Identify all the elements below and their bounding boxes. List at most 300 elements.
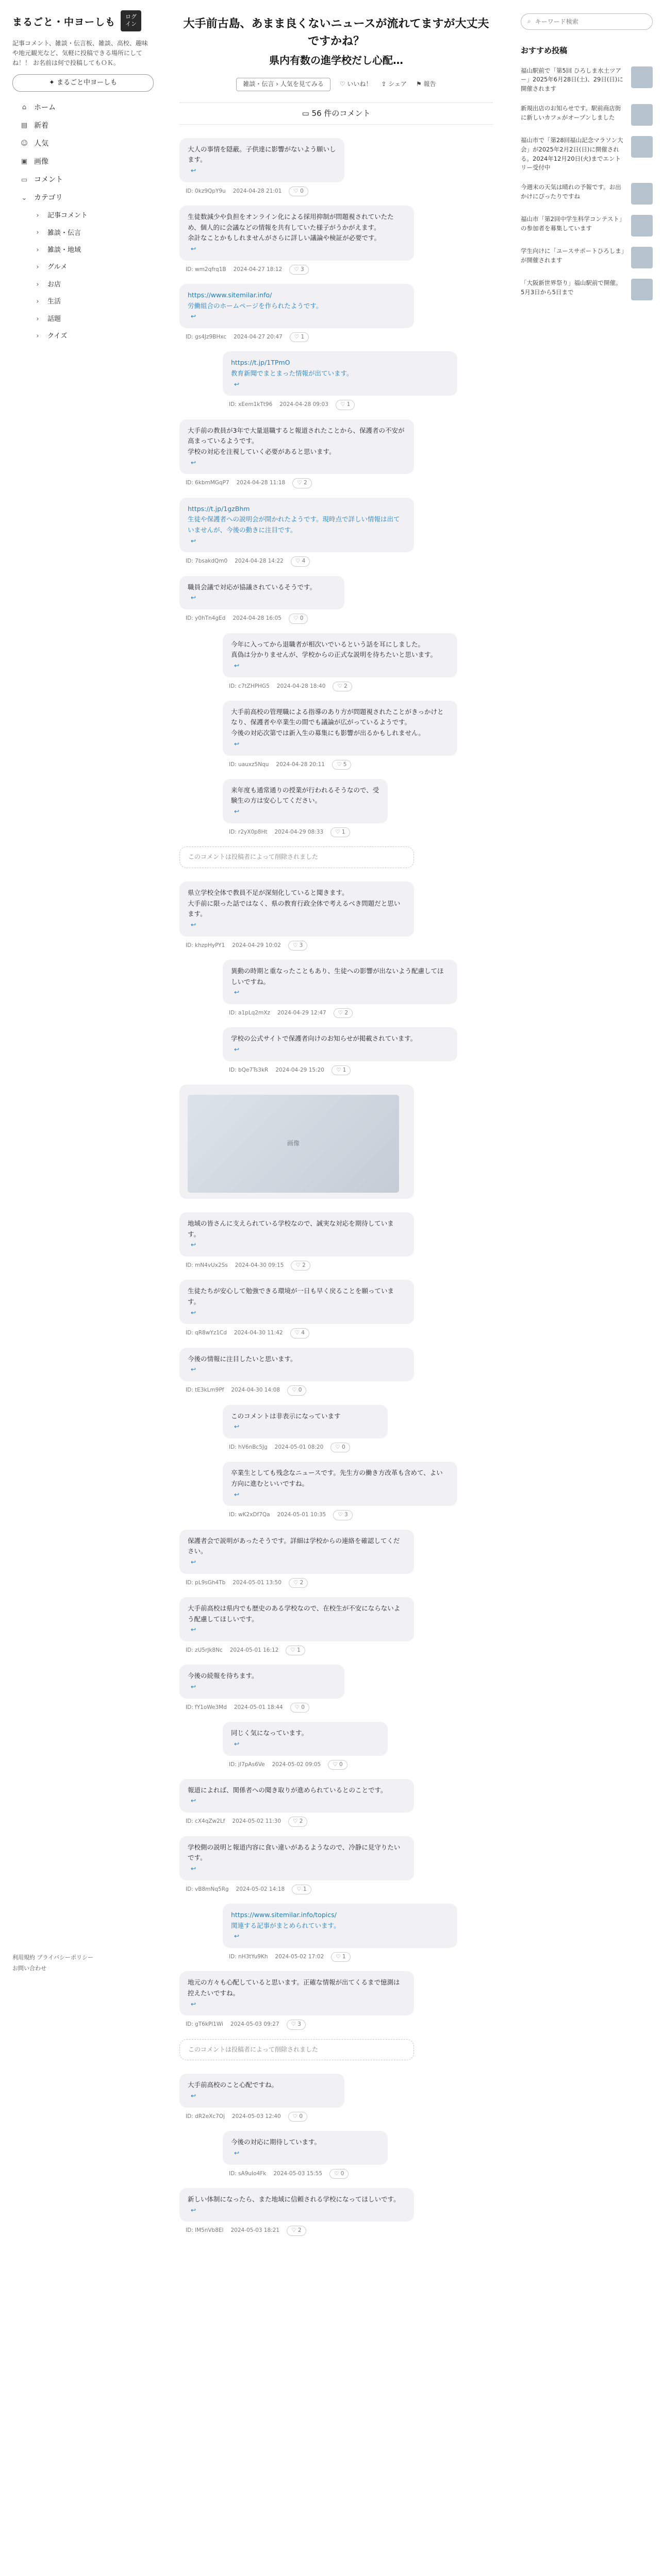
comment-like-count: 0 [298, 1387, 302, 1394]
nav-item[interactable] [12, 276, 154, 293]
reply-icon[interactable]: ↩ [191, 537, 196, 545]
person-icon: ☺ [21, 140, 28, 148]
reply-icon[interactable]: ↩ [191, 2000, 196, 2008]
comment-like-count: 1 [346, 401, 351, 408]
nav-item-label: カテゴリ [34, 194, 63, 202]
recommended-item-text: 福山駅前で「第5回 ひろしま水土ツアー」2025年6月28日(土)、29日(日)に開催されます [521, 66, 623, 93]
recommended-item[interactable] [521, 104, 653, 126]
comment-date: 2024-04-28 16:05 [233, 615, 282, 622]
comment-like-button[interactable] [332, 760, 351, 770]
reply-icon[interactable]: ↩ [234, 740, 240, 748]
comment-author-id: ID: dR2eXc7Oj [186, 2113, 225, 2120]
recommended-item-thumbnail [631, 247, 653, 268]
right-sidebar [506, 0, 662, 2576]
heart-icon: ♡ [290, 1647, 297, 1654]
comment-like-count: 5 [343, 761, 347, 768]
comment-date: 2024-05-01 10:35 [277, 1512, 326, 1518]
comment-meta [186, 265, 493, 275]
search-box[interactable] [521, 13, 653, 30]
reply-icon[interactable]: ↩ [191, 1865, 196, 1872]
nav-item[interactable] [12, 259, 154, 276]
comment-like-count: 0 [339, 1761, 343, 1768]
comment-date: 2024-04-28 18:40 [276, 683, 326, 689]
nav-item[interactable] [12, 293, 154, 310]
comment-meta [229, 1510, 493, 1520]
comment-meta [186, 1261, 493, 1270]
comment-body: 地域の皆さんに支えられている学校なので、誠実な対応を期待しています。 [188, 1219, 394, 1238]
share-label: シェア [388, 80, 407, 88]
article-title-line1: 大手前古島、あまま良くないニュースが流れてますが大丈夫ですかね？ [183, 18, 489, 48]
heart-icon: ♡ [338, 1010, 345, 1016]
nav-item[interactable] [12, 135, 154, 153]
comment-like-button[interactable] [287, 1385, 306, 1395]
comment-like-count: 3 [344, 1512, 348, 1518]
comment-date: 2024-05-02 14:18 [236, 1886, 285, 1892]
reply-icon[interactable]: ↩ [191, 2092, 196, 2100]
home-site-button[interactable] [12, 74, 154, 91]
comment-bubble [179, 2074, 344, 2107]
comment-author-id: ID: y0hTn4gEd [186, 615, 226, 622]
comment-meta [186, 941, 493, 951]
comment-like-button[interactable] [289, 1578, 308, 1588]
recommended-item[interactable] [521, 279, 653, 300]
comment-like-button[interactable] [287, 2226, 306, 2235]
comment-bubble [179, 1084, 414, 1199]
comment-author-id: ID: cX4qZw2Lf [186, 1818, 225, 1825]
comment-bubble [179, 882, 414, 937]
comment-author-id: ID: zU5rJk8Nc [186, 1647, 223, 1654]
comment-body[interactable]: https://t.jp/1TPmO 教育新聞でまとまった情報が出ています。 [231, 359, 353, 378]
nav-item[interactable] [12, 117, 154, 135]
comment-author-id: ID: pL9sGh4Tb [186, 1579, 226, 1586]
nav-item-label: 新着 [34, 121, 48, 130]
comment-bubble [179, 1530, 414, 1574]
comment-author-id: ID: bQe7Ts3kR [229, 1066, 269, 1073]
recommended-item-text: 「大阪新世界祭り」福山駅前で開催。5月3日から5日まで [521, 279, 622, 296]
comment-meta [186, 2226, 493, 2235]
comment-count-icon: ▭ [302, 108, 312, 118]
heart-icon: ♡ [295, 558, 302, 565]
comment-like-button[interactable] [286, 1646, 305, 1655]
comment-like-button[interactable] [288, 941, 307, 951]
comment-bubble [179, 1348, 414, 1381]
comment-author-id: ID: a1pLq2mXz [229, 1010, 270, 1016]
comment-bubble [179, 138, 344, 182]
recommended-item-text: 学生向けに「ユースサポートひろしま」が開催されます [521, 247, 624, 264]
heart-icon: ♡ [336, 1953, 342, 1960]
nav-list [12, 99, 154, 345]
search-input[interactable] [535, 18, 638, 25]
comment-bubble [179, 1779, 414, 1812]
heart-icon: ♡ [293, 1579, 300, 1586]
comment-body: このコメントは非表示になっています [231, 1412, 341, 1420]
recommended-item-thumbnail [631, 136, 653, 158]
comment-like-count: 1 [303, 1886, 307, 1892]
deleted-comment: このコメントは投稿者によって削除されました [179, 2039, 414, 2061]
comment-author-id: ID: r2yX0p8Ht [229, 828, 268, 835]
footer-terms-link[interactable]: 利用規約 プライバシーポリシー [12, 1954, 93, 1961]
reply-icon[interactable]: ↩ [191, 1683, 196, 1690]
comment-date: 2024-05-03 12:40 [232, 2113, 281, 2120]
chevron-right-icon: › [36, 229, 39, 237]
nav-item-label: クイズ [47, 332, 68, 341]
comment-like-count: 3 [297, 2021, 301, 2028]
reply-icon[interactable]: ↩ [234, 380, 240, 388]
comment-body: 大人の事情を隠蔽。子供達に影響がないよう願いします。 [188, 145, 336, 164]
site-description: 記事コメント、雑談・伝言板、雑談、高校、趣味や地元観光など、気軽に投稿できる場所にしてね！！ お名前は何で投稿してもＯＫ。 [12, 39, 148, 66]
comment-meta [229, 2169, 493, 2179]
comment-icon: ▭ [21, 176, 28, 184]
share-button[interactable] [381, 79, 407, 90]
comment-like-button[interactable] [287, 2020, 306, 2029]
comment-meta [186, 187, 493, 196]
comment-bubble [223, 960, 457, 1004]
comment-meta [186, 1578, 493, 1588]
comment-like-count: 2 [297, 2227, 302, 2234]
reply-icon[interactable]: ↩ [234, 662, 240, 669]
report-button[interactable] [416, 79, 436, 90]
comment-like-count: 2 [344, 1010, 349, 1016]
comment-date: 2024-05-01 16:12 [229, 1647, 279, 1654]
comment-meta [229, 1760, 493, 1770]
comment-meta [186, 614, 493, 623]
comment-like-count: 1 [301, 334, 305, 341]
recommended-item[interactable] [521, 215, 653, 236]
comment-bubble [223, 779, 388, 823]
comment-like-button[interactable] [290, 332, 309, 342]
comment-bubble [179, 2188, 414, 2222]
comment-like-button[interactable] [330, 827, 350, 837]
comment-body: 今後の対応に期待しています。 [231, 2138, 321, 2146]
comment-body: 来年度も通常通りの授業が行われるそうなので、受験生の方は安心してください。 [231, 786, 379, 805]
nav-item[interactable] [12, 328, 154, 345]
nav-item[interactable] [12, 207, 154, 224]
comment-date: 2024-04-29 12:47 [277, 1010, 326, 1016]
comment-like-button[interactable] [328, 1760, 347, 1770]
comment-date: 2024-04-28 11:18 [236, 480, 286, 486]
comment-meta [186, 1385, 493, 1395]
comment-count [179, 103, 493, 125]
heart-icon: ♡ [334, 2170, 341, 2177]
footer-links [12, 1953, 93, 1974]
heart-icon: ♡ [335, 828, 342, 835]
reply-icon[interactable]: ↩ [234, 1740, 240, 1748]
heart-icon: ♡ [292, 2113, 300, 2120]
comment-meta [229, 1008, 493, 1018]
like-label: いいね！ [347, 80, 372, 88]
footer-contact-link[interactable]: お問い合わせ [12, 1964, 46, 1972]
comment-body[interactable]: https://t.jp/1gzBhm 生徒や保護者への説明会が開かれたようです。現時点で詳しい情報は出ていませんが、今後の動きに注目です。 [188, 504, 400, 534]
comment-like-button[interactable] [291, 1261, 310, 1270]
heart-icon: ♡ [297, 480, 304, 486]
comment-meta [229, 827, 493, 837]
comment-bubble [223, 633, 457, 677]
comment-like-count: 2 [303, 480, 307, 486]
heart-icon: ♡ [337, 683, 344, 689]
comment-like-count: 2 [302, 1262, 306, 1269]
comment-like-button[interactable] [329, 2169, 349, 2179]
reply-icon[interactable]: ↩ [191, 1626, 196, 1634]
nav-item[interactable] [12, 189, 154, 207]
heart-icon: ♡ [291, 2021, 298, 2028]
comment-like-button[interactable] [292, 478, 311, 488]
nav-item-label: ホーム [34, 103, 56, 112]
comment-body: 大手前高校のこと心配ですね。 [188, 2081, 278, 2089]
comment-bubble [179, 576, 344, 609]
chevron-right-icon: › [36, 315, 39, 323]
reply-icon[interactable]: ↩ [191, 245, 196, 252]
nav-item[interactable] [12, 153, 154, 171]
login-button[interactable]: ログイン [121, 10, 141, 31]
comment-bubble [179, 1836, 414, 1880]
comment-meta [229, 1443, 493, 1452]
comment-date: 2024-04-30 09:15 [235, 1262, 284, 1269]
reply-icon[interactable]: ↩ [191, 1558, 196, 1566]
comment-like-button[interactable] [290, 1328, 309, 1338]
comment-meta [186, 556, 493, 566]
comment-date: 2024-04-28 20:11 [276, 761, 325, 768]
comment-bubble [223, 2131, 388, 2164]
comment-author-id: ID: nH3tYu9Kh [229, 1953, 268, 1960]
chevron-right-icon: › [36, 332, 39, 340]
comment-meta [229, 1065, 493, 1075]
nav-item-label: グルメ [47, 263, 68, 272]
comment-like-count: 3 [299, 942, 303, 948]
recommended-item[interactable] [521, 66, 653, 94]
left-sidebar [0, 0, 166, 2576]
reply-icon[interactable]: ↩ [191, 1241, 196, 1249]
comment-like-button[interactable] [333, 1510, 352, 1520]
category-link[interactable]: 雑談・伝言 › 人気を見てみる [236, 78, 330, 91]
comment-meta [229, 682, 493, 691]
comment-bubble [223, 1462, 457, 1506]
comment-like-button[interactable] [289, 265, 308, 275]
recommended-item-thumbnail [631, 66, 653, 88]
comment-like-count: 1 [342, 1066, 346, 1073]
reply-icon[interactable]: ↩ [191, 921, 196, 928]
comment-like-button[interactable] [288, 1817, 307, 1826]
comment-author-id: ID: hV6nBc5Jg [229, 1444, 268, 1450]
nav-item[interactable] [12, 171, 154, 189]
comment-like-button[interactable] [331, 1952, 350, 1962]
comment-body: 大手前の教員が3年で大量退職すると報道されたことから、保護者の不安が高まっているようです。 学校の対応を注視していく必要があると思います。 [188, 426, 405, 456]
comment-body: 生徒たちが安心して勉強できる環境が一日も早く戻ることを願っています。 [188, 1287, 394, 1306]
comment-bubble [179, 1971, 414, 2015]
comment-bubble [179, 419, 414, 474]
recommended-title: おすすめ投稿 [521, 45, 568, 55]
nav-item-label: コメント [34, 175, 63, 184]
comment-author-id: ID: 7bsakdQm0 [186, 558, 228, 565]
article-title-line2: 県内有数の進学校だし心配… [269, 54, 403, 67]
heart-icon: ♡ [291, 2227, 298, 2234]
nav-item-label: 雑談・伝言 [47, 229, 81, 237]
reply-icon[interactable]: ↩ [191, 313, 196, 320]
comment-like-button[interactable] [292, 1885, 311, 1894]
chevron-right-icon: › [36, 298, 39, 306]
comment-bubble [223, 1722, 388, 1755]
comment-author-id: ID: lM5nVb8El [186, 2227, 224, 2234]
comment-bubble [179, 498, 414, 553]
comment-date: 2024-05-03 15:55 [273, 2170, 322, 2177]
reply-icon[interactable]: ↩ [191, 459, 196, 466]
comment-body: 学校の公式サイトで保護者向けのお知らせが掲載されています。 [231, 1035, 417, 1043]
reply-icon[interactable]: ↩ [191, 1366, 196, 1374]
nav-item-label: 雑談・地域 [47, 246, 81, 255]
comment-meta [229, 1952, 493, 1962]
comment-like-count: 0 [300, 188, 304, 194]
reply-icon[interactable]: ↩ [191, 1309, 196, 1316]
comment-body: 報道によれば、関係者への聞き取りが進められているとのことです。 [188, 1786, 387, 1794]
recommended-item[interactable] [521, 183, 653, 205]
comment-like-count: 0 [299, 2113, 303, 2120]
comment-like-button[interactable] [291, 556, 310, 566]
reply-icon[interactable]: ↩ [234, 1045, 240, 1053]
comment-meta [186, 2112, 493, 2122]
nav-item-label: 記事コメント [47, 212, 88, 220]
recommended-item-text: 福山市「第2回中学生科学コンテスト」の参加者を募集しています [521, 215, 622, 232]
comment-like-button[interactable] [330, 1443, 350, 1452]
heart-icon: ♡ [336, 1066, 343, 1073]
comment-like-count: 1 [342, 1953, 346, 1960]
comment-date: 2024-05-02 09:05 [272, 1761, 321, 1768]
nav-item[interactable] [12, 311, 154, 328]
comment-like-button[interactable] [290, 1703, 309, 1713]
comment-meta [229, 400, 493, 410]
comment-date: 2024-04-29 10:02 [232, 942, 281, 948]
reply-icon[interactable]: ↩ [234, 1933, 240, 1940]
reply-icon[interactable]: ↩ [191, 1797, 196, 1805]
comment-author-id: ID: 0kz9QpY9u [186, 188, 226, 194]
heart-icon: ♡ [338, 1512, 344, 1518]
nav-item[interactable] [12, 225, 154, 242]
heart-icon: ♡ [294, 1704, 302, 1710]
comment-bubble [223, 351, 457, 396]
comment-like-button[interactable] [332, 1065, 351, 1075]
comment-body[interactable]: https://www.sitemilar.info/ 労働組合のホームページを作られたようです。 [188, 291, 323, 310]
like-button[interactable] [340, 79, 372, 90]
heart-icon: ♡ [296, 1886, 303, 1892]
comment-body[interactable]: https://www.sitemilar.info/topics/ 関連する記事がまとめられています。 [231, 1910, 340, 1929]
comment-author-id: ID: gs4Jz9BHxc [186, 334, 227, 341]
comment-bubble [179, 284, 414, 328]
heart-icon: ♡ [294, 1330, 302, 1336]
chevron-right-icon: › [36, 211, 39, 219]
chevron-right-icon: › [36, 263, 39, 272]
comment-bubble [223, 1405, 388, 1438]
nav-item-label: お店 [47, 280, 61, 289]
brand-row [12, 10, 154, 31]
report-label: 報告 [423, 80, 436, 88]
heart-icon: ♡ [294, 266, 301, 273]
reply-icon[interactable]: ↩ [234, 2149, 240, 2157]
comment-meta [229, 760, 493, 770]
recommended-item-text: 福山市で「第28回福山記念マラソン大会」が2025年2月2日(日)に開催される。2024年12月20日(火)までエントリー受付中 [521, 136, 623, 172]
comment-like-count: 2 [300, 1579, 304, 1586]
comment-count-label: 56 件のコメント [311, 108, 371, 118]
reply-icon[interactable]: ↩ [234, 989, 240, 996]
comment-meta [186, 1817, 493, 1826]
recommended-item[interactable] [521, 247, 653, 268]
comment-body: 今年に入ってから退職者が相次いでいるという話を耳にしました。 真偽は分かりませんが、学校からの正式な説明を待ちたいと思います。 [231, 640, 437, 659]
comment-date: 2024-04-27 20:47 [234, 334, 283, 341]
comment-author-id: ID: uauxz5Nqu [229, 761, 269, 768]
comment-like-count: 4 [302, 558, 306, 565]
comment-body: 今後の情報に注目したいと思います。 [188, 1354, 297, 1363]
comment-image[interactable]: 画像 [188, 1095, 399, 1193]
comment-meta [186, 1703, 493, 1713]
comment-date: 2024-04-30 14:08 [231, 1387, 280, 1394]
comment-bubble [223, 1027, 457, 1061]
nav-item-label: 画像 [34, 157, 48, 166]
comment-like-count: 0 [340, 2170, 344, 2177]
comment-date: 2024-05-02 17:02 [275, 1953, 324, 1960]
comment-meta [186, 332, 493, 342]
heart-icon: ♡ [337, 761, 343, 768]
reply-icon[interactable]: ↩ [234, 1490, 240, 1498]
comment-like-button[interactable] [333, 682, 352, 691]
recommended-item-text: 新規出店のお知らせです。駅前商店街に新しいカフェがオープンしました [521, 104, 621, 121]
reply-icon[interactable]: ↩ [234, 808, 240, 816]
comment-like-count: 0 [342, 1444, 345, 1450]
comment-bubble [223, 1904, 457, 1948]
nav-item[interactable] [12, 242, 154, 259]
comment-like-button[interactable] [289, 614, 308, 623]
comment-like-button[interactable] [288, 2112, 307, 2122]
chevron-right-icon: › [36, 246, 39, 254]
comment-body: 異動の時期と重なったこともあり、生徒への影響が出ないよう配慮してほしいですね。 [231, 967, 444, 986]
recommended-item-text: 今週末の天気は晴れの予報です。お出かけにぴったりですね [521, 183, 621, 200]
nav-item[interactable] [12, 99, 154, 117]
comment-body: 同じく気になっています。 [231, 1729, 308, 1737]
flag-icon: ⚑ [416, 80, 424, 88]
heart-icon: ♡ [293, 615, 300, 622]
comment-bubble [179, 1665, 344, 1698]
article-title [179, 15, 493, 69]
recommended-item[interactable] [521, 136, 653, 173]
comment-author-id: ID: khzpHyPY1 [186, 942, 225, 948]
recommended-item-thumbnail [631, 183, 653, 205]
comment-meta [186, 1646, 493, 1655]
comment-author-id: ID: c7tZHPHG5 [229, 683, 270, 689]
chevron-down-icon: ⌄ [21, 194, 27, 202]
comment-date: 2024-04-28 09:03 [279, 401, 328, 408]
comment-like-count: 3 [301, 266, 304, 273]
news-icon: ▤ [21, 122, 28, 130]
reply-icon[interactable]: ↩ [191, 166, 196, 174]
comment-author-id: ID: wK2xDf7Qa [229, 1512, 270, 1518]
comment-meta [186, 1885, 493, 1894]
comment-like-button[interactable] [334, 1008, 353, 1018]
comment-body: 卒業生としても残念なニュースです。先生方の働き方改革も含めて、よい方向に進むといいですね。 [231, 1469, 443, 1487]
heart-icon: ♡ [333, 1761, 339, 1768]
comment-body: 保護者会で説明があったそうです。詳細は学校からの連絡を確認してください。 [188, 1536, 400, 1555]
reply-icon[interactable]: ↩ [191, 2206, 196, 2214]
comment-like-button[interactable] [336, 400, 355, 410]
comment-like-count: 1 [341, 828, 345, 835]
comment-body: 新しい体制になったら、また地域に信頼される学校になってほしいです。 [188, 2195, 400, 2203]
comment-like-count: 2 [299, 1818, 303, 1825]
comment-date: 2024-05-01 13:50 [233, 1579, 282, 1586]
reply-icon[interactable]: ↩ [234, 1423, 240, 1431]
comment-body: 職員会議で対応が協議されているそうです。 [188, 583, 317, 591]
comment-like-button[interactable] [289, 187, 308, 196]
image-icon: ▣ [21, 158, 28, 166]
comment-author-id: ID: tE3kLm9Pf [186, 1387, 224, 1394]
comment-date: 2024-04-28 21:01 [233, 188, 282, 194]
reply-icon[interactable]: ↩ [191, 594, 196, 602]
site-logo[interactable]: まるごと・中ヨーしも [12, 16, 116, 28]
comment-bubble [179, 1280, 414, 1324]
